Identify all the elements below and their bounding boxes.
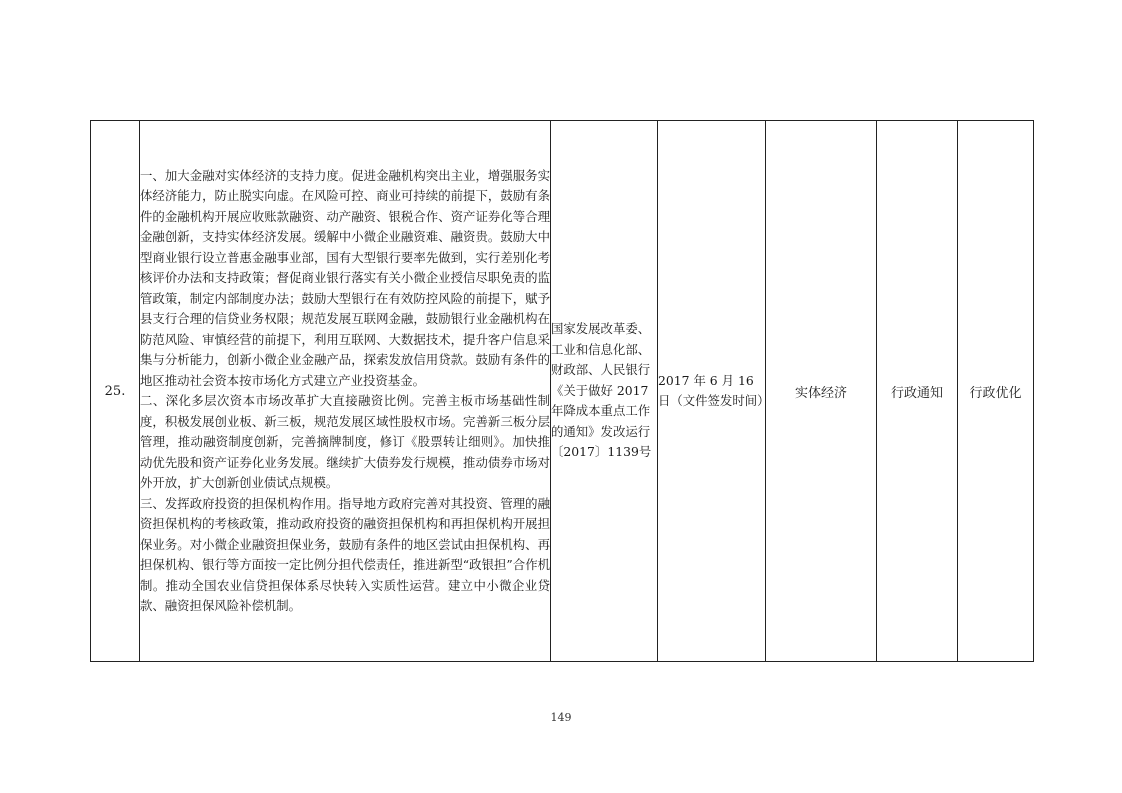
review-result: 行政优化 bbox=[958, 121, 1034, 662]
policy-paragraph-1: 一、加大金融对实体经济的支持力度。促进金融机构突出主业，增强服务实体经济能力，防止脱实向虚。在风险可控、商业可持续的前提下，鼓励有条件的金融机构开展应收账款融资、动产融资、银税合作、资产证券化等合理金融创新，支持实体经济发展。缓解中小微企业融资难、融资贵。鼓励大中型商业银行设立普惠金融事业部，国有大型银行要率先做到，实行差别化考核评价办法和支持政策；督促商业银行落实有关小微企业授信尽职免责的监管政策，制定内部制度办法；鼓励大型银行在有效防控风险的前提下，赋予县支行合理的信贷业务权限；规范发展互联网金融，鼓励银行业金融机构在防范风险、审慎经营的前提下，利用互联网、大数据技术，提升客户信息采集与分析能力，创新小微企业金融产品，探索发放信用贷款。鼓励有条件的地区推动社会资本按市场化方式建立产业投资基金。 bbox=[140, 167, 550, 388]
issue-date: 2017 年 6 月 16 日（文件签发时间） bbox=[658, 121, 766, 662]
policy-paragraph-2: 二、深化多层次资本市场改革扩大直接融资比例。完善主板市场基础性制度，积极发展创业板、新三板，规范发展区域性股权市场。完善新三板分层管理，推动融资制度创新，完善摘牌制度，修订《股票转让细则》。加快推动优先股和资产证券化业务发展。继续扩大债券发行规模，推动债券市场对外开放，扩大创新创业债试点规模。 bbox=[140, 393, 550, 490]
policy-table bbox=[90, 120, 1034, 662]
page-number: 149 bbox=[550, 711, 572, 724]
policy-field: 实体经济 bbox=[766, 121, 877, 662]
policy-content-cell bbox=[140, 121, 551, 662]
policy-basis: 国家发展改革委、工业和信息化部、财政部、人民银行《关于做好 2017 年降成本重点工作的通知》发改运行〔2017〕1139号 bbox=[551, 121, 658, 662]
policy-paragraph-3: 三、发挥政府投资的担保机构作用。指导地方政府完善对其投资、管理的融资担保机构的考核政策，推动政府投资的融资担保机构和再担保机构开展担保业务。对小微企业融资担保业务，鼓励有条件的地区尝试由担保机构、再担保机构、银行等方面按一定比例分担代偿责任，推进新型“政银担”合作机制。推动全国农业信贷担保体系尽快转入实质性运营。建立中小微企业贷款、融资担保风险补偿机制。 bbox=[140, 495, 550, 613]
row-number: 25. bbox=[91, 121, 140, 662]
document-type: 行政通知 bbox=[877, 121, 958, 662]
table-row bbox=[91, 121, 1034, 662]
